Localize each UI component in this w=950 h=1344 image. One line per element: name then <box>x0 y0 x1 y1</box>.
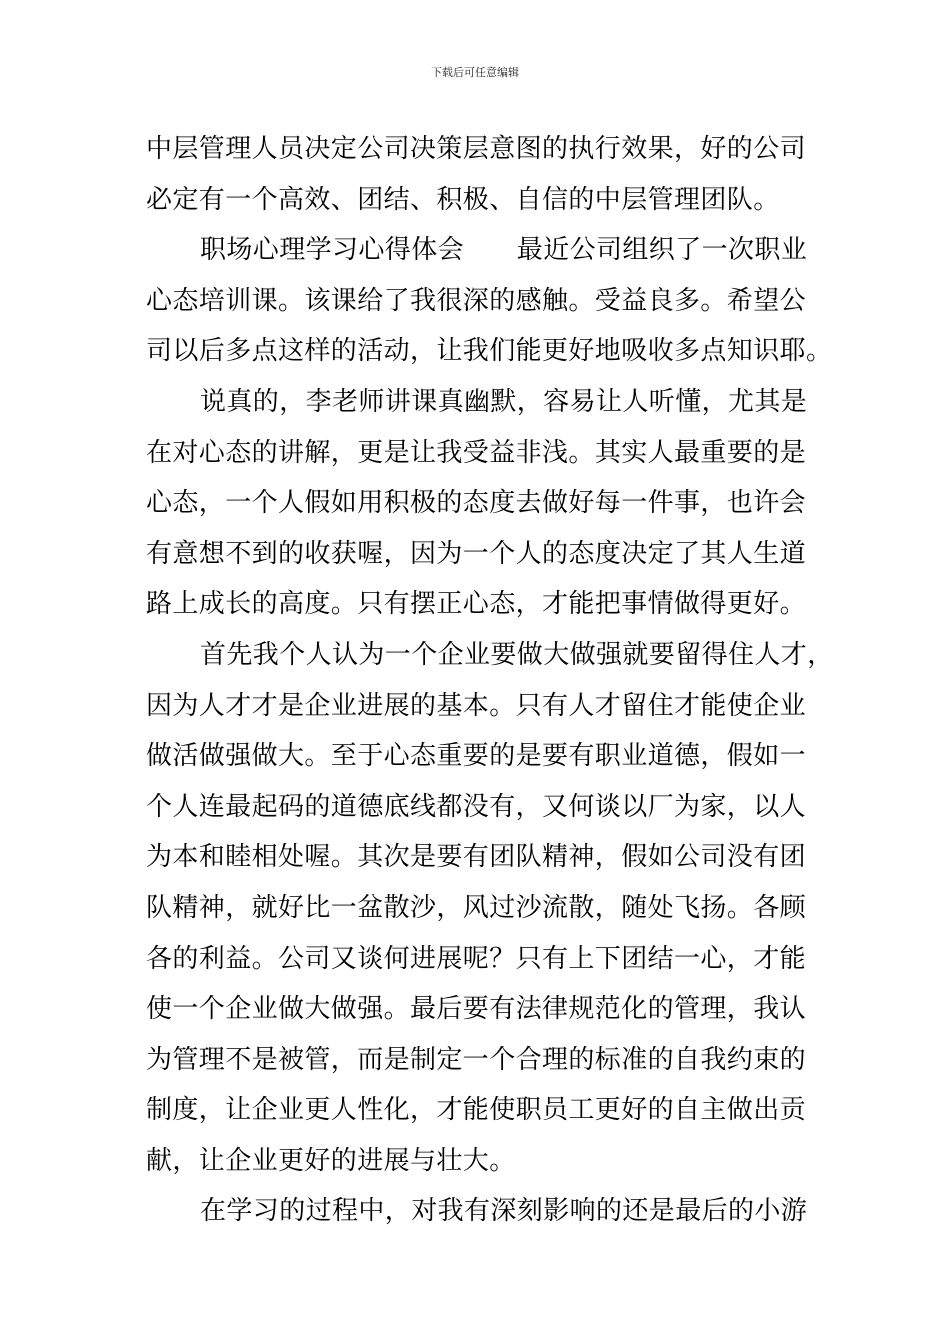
text-line: 献，让企业更好的进展与壮大。 <box>146 1145 516 1176</box>
page-header: 下载后可任意编辑 <box>431 66 519 79</box>
text-line: 制度，让企业更人性化，才能使职员工更好的自主做出贡 <box>146 1095 807 1126</box>
text-line: 做活做强做大。至于心态重要的是要有职业道德，假如一 <box>146 741 807 772</box>
text-line: 个人连最起码的道德底线都没有，又何谈以厂为家，以人 <box>146 791 807 822</box>
text-line: 有意想不到的收获喔，因为一个人的态度决定了其人生道 <box>146 538 807 569</box>
document-body <box>146 124 834 1237</box>
text-line: 首先我个人认为一个企业要做大做强就要留得住人才， <box>200 639 834 670</box>
text-line: 各的利益。公司又谈何进展呢？只有上下团结一心，才能 <box>146 943 807 974</box>
text-line: 必定有一个高效、团结、积极、自信的中层管理团队。 <box>146 184 780 215</box>
text-line: 心态培训课。该课给了我很深的感触。受益良多。希望公 <box>146 285 807 316</box>
text-line: 在学习的过程中，对我有深刻影响的还是最后的小游 <box>200 1196 808 1227</box>
text-line: 职场心理学习心得体会 最近公司组织了一次职业 <box>200 235 808 266</box>
text-line: 为管理不是被管，而是制定一个合理的标准的自我约束的 <box>146 1044 807 1075</box>
text-line: 心态，一个人假如用积极的态度去做好每一件事，也许会 <box>146 488 807 519</box>
text-line: 司以后多点这样的活动，让我们能更好地吸收多点知识耶。 <box>146 336 833 367</box>
text-line: 为本和睦相处喔。其次是要有团队精神，假如公司没有团 <box>146 842 807 873</box>
text-line: 因为人才才是企业进展的基本。只有人才留住才能使企业 <box>146 690 807 721</box>
text-line: 说真的，李老师讲课真幽默，容易让人听懂，尤其是 <box>200 386 808 417</box>
text-line: 路上成长的高度。只有摆正心态，才能把事情做得更好。 <box>146 589 807 620</box>
text-line: 中层管理人员决定公司决策层意图的执行效果，好的公司 <box>146 134 807 164</box>
text-line: 队精神，就好比一盆散沙，风过沙流散，随处飞扬。各顾 <box>146 892 807 923</box>
text-line: 在对心态的讲解，更是让我受益非浅。其实人最重要的是 <box>146 437 807 468</box>
text-line: 使一个企业做大做强。最后要有法律规范化的管理，我认 <box>146 994 807 1025</box>
